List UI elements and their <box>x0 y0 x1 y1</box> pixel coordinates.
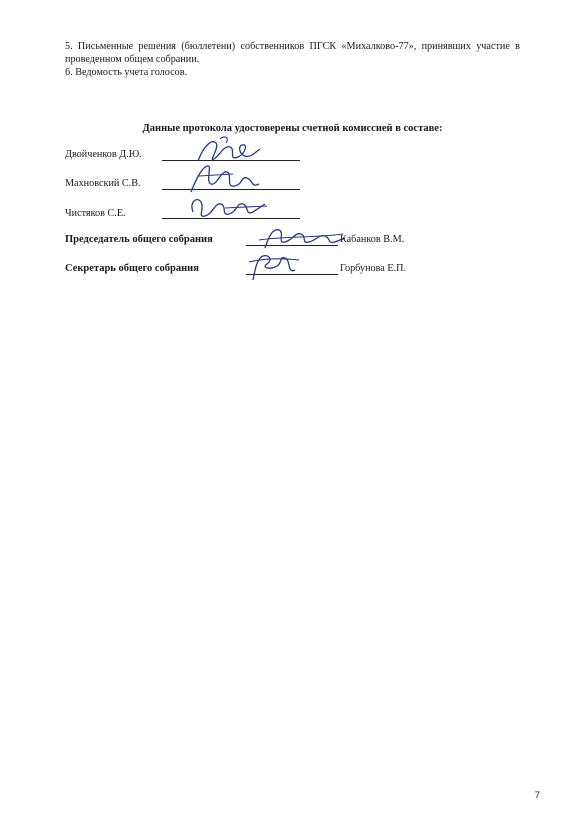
secretary-signature-icon <box>245 250 305 284</box>
chairman-role: Председатель общего собрания <box>65 234 213 245</box>
commission-member-1: Двойченков Д.Ю. <box>65 149 142 160</box>
chairman-name: Кабанков В.М. <box>340 234 405 245</box>
commission-member-3: Чистяков С.Е. <box>65 208 126 219</box>
commission-member-2: Махновский С.В. <box>65 178 141 189</box>
signature-2-icon <box>185 162 270 196</box>
list-item-5: 5. Письменные решения (бюллетени) собственников ПГСК «Михалково-77», принявших участие в проведенном общем собрании. <box>65 41 520 65</box>
secretary-name: Горбунова Е.П. <box>340 263 407 274</box>
commission-heading: Данные протокола удостоверены счетной комиссией в составе: <box>142 123 443 134</box>
page-number: 7 <box>534 790 540 801</box>
list-item-6: 6. Ведомость учета голосов. <box>65 67 188 78</box>
secretary-role: Секретарь общего собрания <box>65 263 199 274</box>
signature-3-icon <box>185 192 270 222</box>
